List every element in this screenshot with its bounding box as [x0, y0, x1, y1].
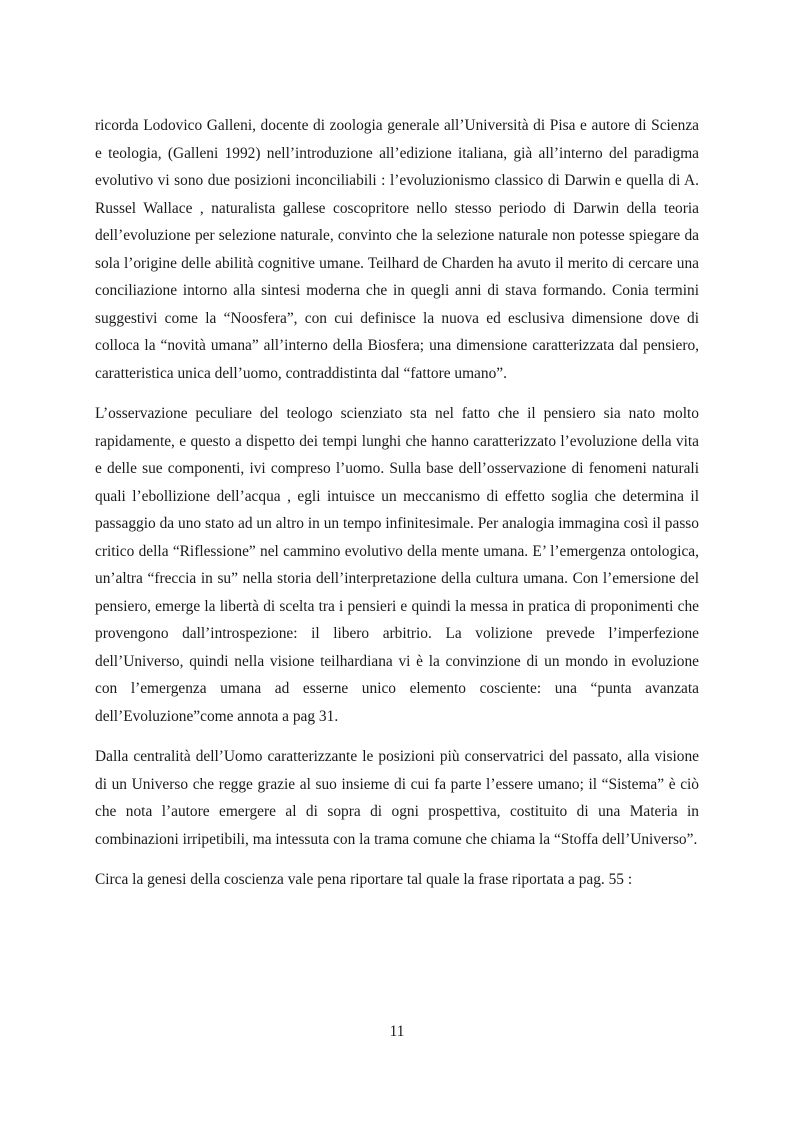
paragraph-genesi-coscienza: Circa la genesi della coscienza vale pena riportare tal quale la frase riportata a pag. 55 : — [95, 871, 633, 888]
paragraph-osservazione: L’osservazione peculiare del teologo scienziato sta nel fatto che il pensiero sia nato molto rapidamente, e questo a dispetto dei tempi lunghi che hanno caratterizzato l’evoluzione della vita e delle sue componenti, ivi compreso l’uomo. Sulla base dell’osservazione di fenomeni naturali quali l’ebollizione dell’acqua , egli intuisce un meccanismo di effetto soglia che determina il passaggio da uno stato ad un altro in un tempo infinitesimale. Per analogia immagina così il passo critico della “Riflessione” nel cammino evolutivo della mente umana. E’ l’emergenza ontologica, un’altra “freccia in su” nella storia dell’interpretazione della cultura umana. Con l’emersione del pensiero, emerge la libertà di scelta tra i pensieri e quindi la messa in pratica di proponimenti che provengono dall’introspezione: il libero arbitrio. La volizione prevede l’imperfezione dell’Universo, quindi nella visione teilhardiana vi è la convinzione di un mondo in evoluzione con l’emergenza umana ad esserne unico elemento cosciente: una “punta avanzata dell’Evoluzione”come annota a pag 31. — [95, 405, 699, 725]
paragraph-galleni: ricorda Lodovico Galleni, docente di zoologia generale all’Università di Pisa e autore di Scienza e teologia, (Galleni 1992) nell’introduzione all’edizione italiana, già all’interno del paradigma evolutivo vi sono due posizioni inconciliabili : l’evoluzionismo classico di Darwin e quella di A. Russel Wallace , naturalista gallese coscopritore nello stesso periodo di Darwin della teoria dell’evoluzione per selezione naturale, convinto che la selezione naturale non potesse spiegare da sola l’origine delle abilità cognitive umane. Teilhard de Charden ha avuto il merito di cercare una conciliazione intorno alla sintesi moderna che in quegli anni di stava formando. Conia termini suggestivi come la “Noosfera”, con cui definisce la nuova ed esclusiva dimensione dove di colloca la “novità umana” all’interno della Biosfera; una dimensione caratterizzata dal pensiero, caratteristica unica dell’uomo, contraddistinta dal “fattore umano”. — [95, 117, 699, 382]
page-body — [95, 112, 699, 894]
page-number: 11 — [389, 1023, 405, 1040]
paragraph-centralita: Dalla centralità dell’Uomo caratterizzante le posizioni più conservatrici del passato, alla visione di un Universo che regge grazie al suo insieme di cui fa parte l’essere umano; il “Sistema” è ciò che nota l’autore emergere al di sopra di ogni prospettiva, costituito di una Materia in combinazioni irripetibili, ma intessuta con la trama comune che chiama la “Stoffa dell’Universo”. — [95, 748, 699, 848]
